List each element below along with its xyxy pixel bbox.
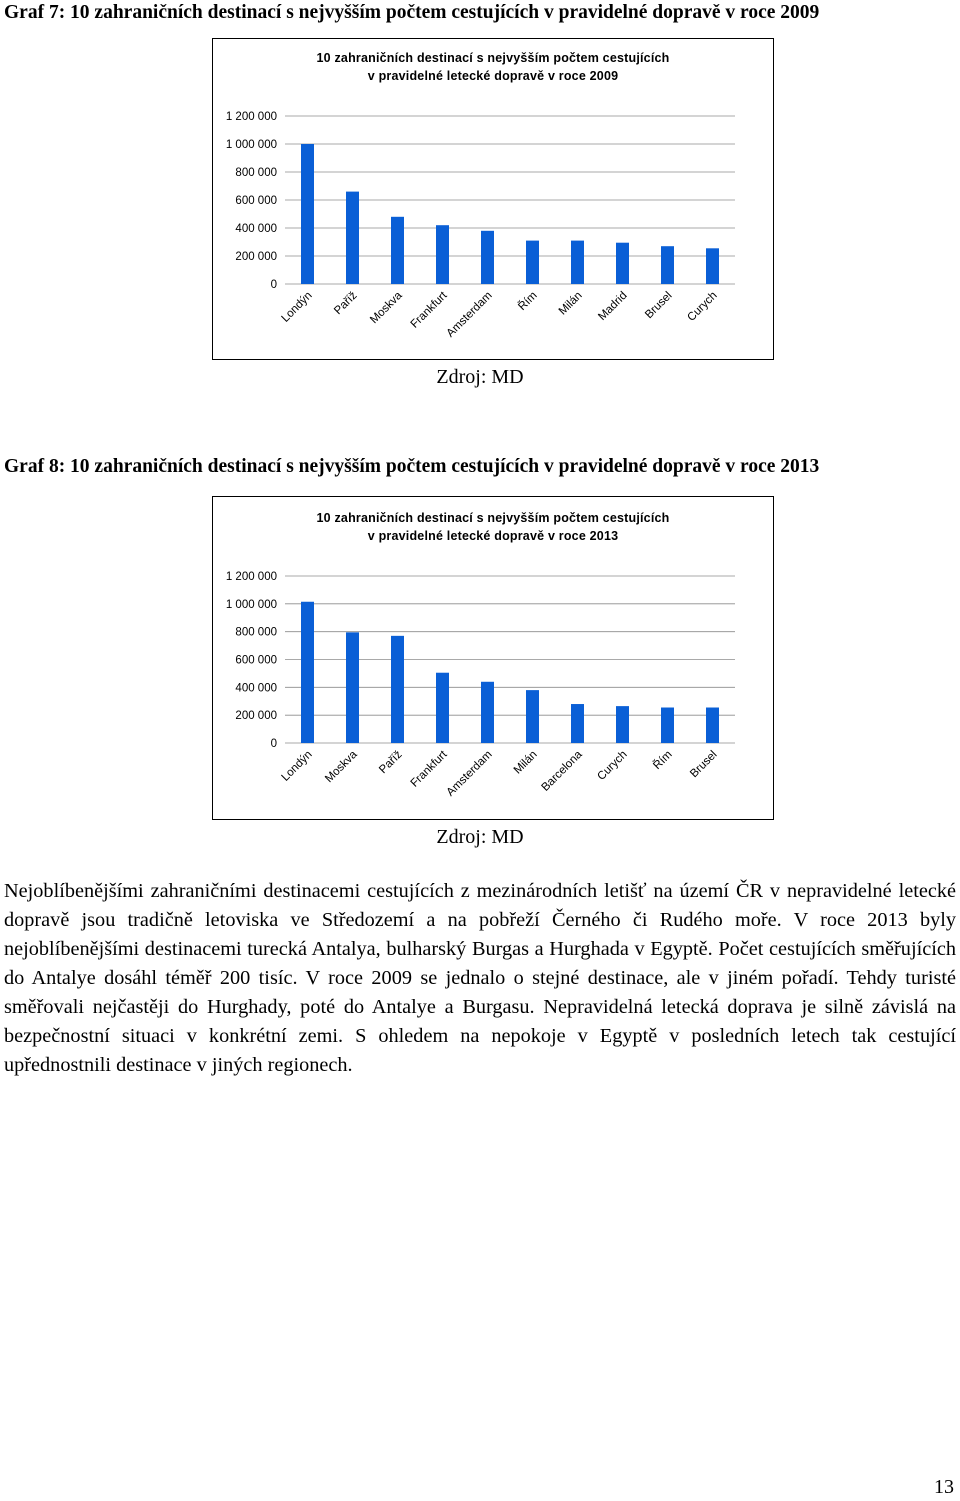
y-tick-label: 0 xyxy=(270,738,277,750)
x-tick-label: Paříž xyxy=(377,748,405,777)
bar-10 xyxy=(706,708,719,743)
x-tick-label: Amsterdam xyxy=(444,289,495,340)
x-tick-label: Brusel xyxy=(688,748,720,781)
x-tick-label: Moskva xyxy=(323,748,360,786)
x-tick-label: Milán xyxy=(556,289,585,318)
y-tick-label: 1 000 000 xyxy=(225,598,277,611)
x-tick-label: Řím xyxy=(516,289,540,314)
page-number: 13 xyxy=(934,1476,954,1498)
x-tick-label: Madrid xyxy=(596,289,630,323)
bar-5 xyxy=(481,682,494,743)
chart-title-line2-2013: v pravidelné letecké dopravě v roce 2013 xyxy=(367,529,619,543)
y-tick-label: 800 000 xyxy=(235,626,277,639)
y-tick-label: 1 200 000 xyxy=(225,111,277,123)
y-tick-label: 400 000 xyxy=(235,682,277,695)
y-tick-label: 800 000 xyxy=(235,167,277,179)
x-tick-label: Moskva xyxy=(368,289,405,327)
figure-caption-graf7: Graf 7: 10 zahraničních destinací s nejvyšším počtem cestujících v pravidelné dopravě v roce 2009 xyxy=(4,2,820,23)
bar-4 xyxy=(436,673,449,743)
x-tick-label: Frankfurt xyxy=(408,748,450,790)
x-tick-label: Amsterdam xyxy=(444,748,495,799)
x-tick-label: Milán xyxy=(511,748,540,777)
chart-title-line1-2009: 10 zahraničních destinací s nejvyšším počtem cestujících xyxy=(316,51,670,65)
y-tick-label: 200 000 xyxy=(235,710,277,723)
bar-9 xyxy=(661,708,674,743)
bar-8 xyxy=(616,706,629,743)
chart-title-line2-2009: v pravidelné letecké dopravě v roce 2009 xyxy=(367,69,619,83)
source-note-graf8: Zdroj: MD xyxy=(436,826,524,848)
bar-2 xyxy=(346,632,359,743)
bar-6 xyxy=(526,690,539,743)
source-note-graf7: Zdroj: MD xyxy=(436,366,524,388)
x-tick-label: Curych xyxy=(595,748,630,783)
body-paragraph: Nejoblíbenějšími zahraničními destinacemi cestujících z mezinárodních letišť na území ČR v nepravidelné letecké dopravě jsou tradičně letoviska ve Středozemí a na pobřeží Černého či Rudého moře. V roce 2013 byly nejoblíbenějšími destinacemi turecká Antalya, bulharský Burgas a Hurghada v Egyptě. Počet cestujících směřujících do Antalye dosáhl téměř 200 tisíc. V roce 2009 se jednalo o stejné destinace, ale v jiném pořadí. Tehdy turisté směřovali nejčastěji do Hurghady, poté do Antalye a Burgasu. Nepravidelná letecká doprava je silně závislá na bezpečnostní situaci v konkrétní zemi. S ohledem na nepokoje v Egyptě v posledních letech tak cestující upřednostnili destinace v jiných regionech. xyxy=(4,880,956,1076)
x-tick-label: Curych xyxy=(685,289,720,324)
bar-7 xyxy=(571,704,584,743)
figure-caption-graf8: Graf 8: 10 zahraničních destinací s nejvyšším počtem cestujících v pravidelné dopravě v roce 2013 xyxy=(4,456,820,477)
bar-3 xyxy=(391,636,404,743)
y-tick-label: 200 000 xyxy=(235,251,277,263)
y-tick-label: 600 000 xyxy=(235,654,277,667)
x-tick-label: Brusel xyxy=(643,289,675,322)
x-tick-label: Paříž xyxy=(332,289,360,318)
x-tick-label: Řím xyxy=(651,748,675,773)
y-tick-label: 1 000 000 xyxy=(225,139,277,151)
x-tick-label: Londýn xyxy=(279,748,315,784)
y-tick-label: 400 000 xyxy=(235,223,277,235)
y-tick-label: 600 000 xyxy=(235,195,277,207)
y-tick-label: 0 xyxy=(270,279,277,291)
chart-title-line1-2013: 10 zahraničních destinací s nejvyšším počtem cestujících xyxy=(316,511,670,525)
x-tick-label: Londýn xyxy=(279,289,315,325)
x-tick-label: Frankfurt xyxy=(408,289,450,331)
x-tick-label: Barcelona xyxy=(539,748,585,794)
bar-1 xyxy=(301,602,314,743)
y-tick-label: 1 200 000 xyxy=(225,571,277,583)
